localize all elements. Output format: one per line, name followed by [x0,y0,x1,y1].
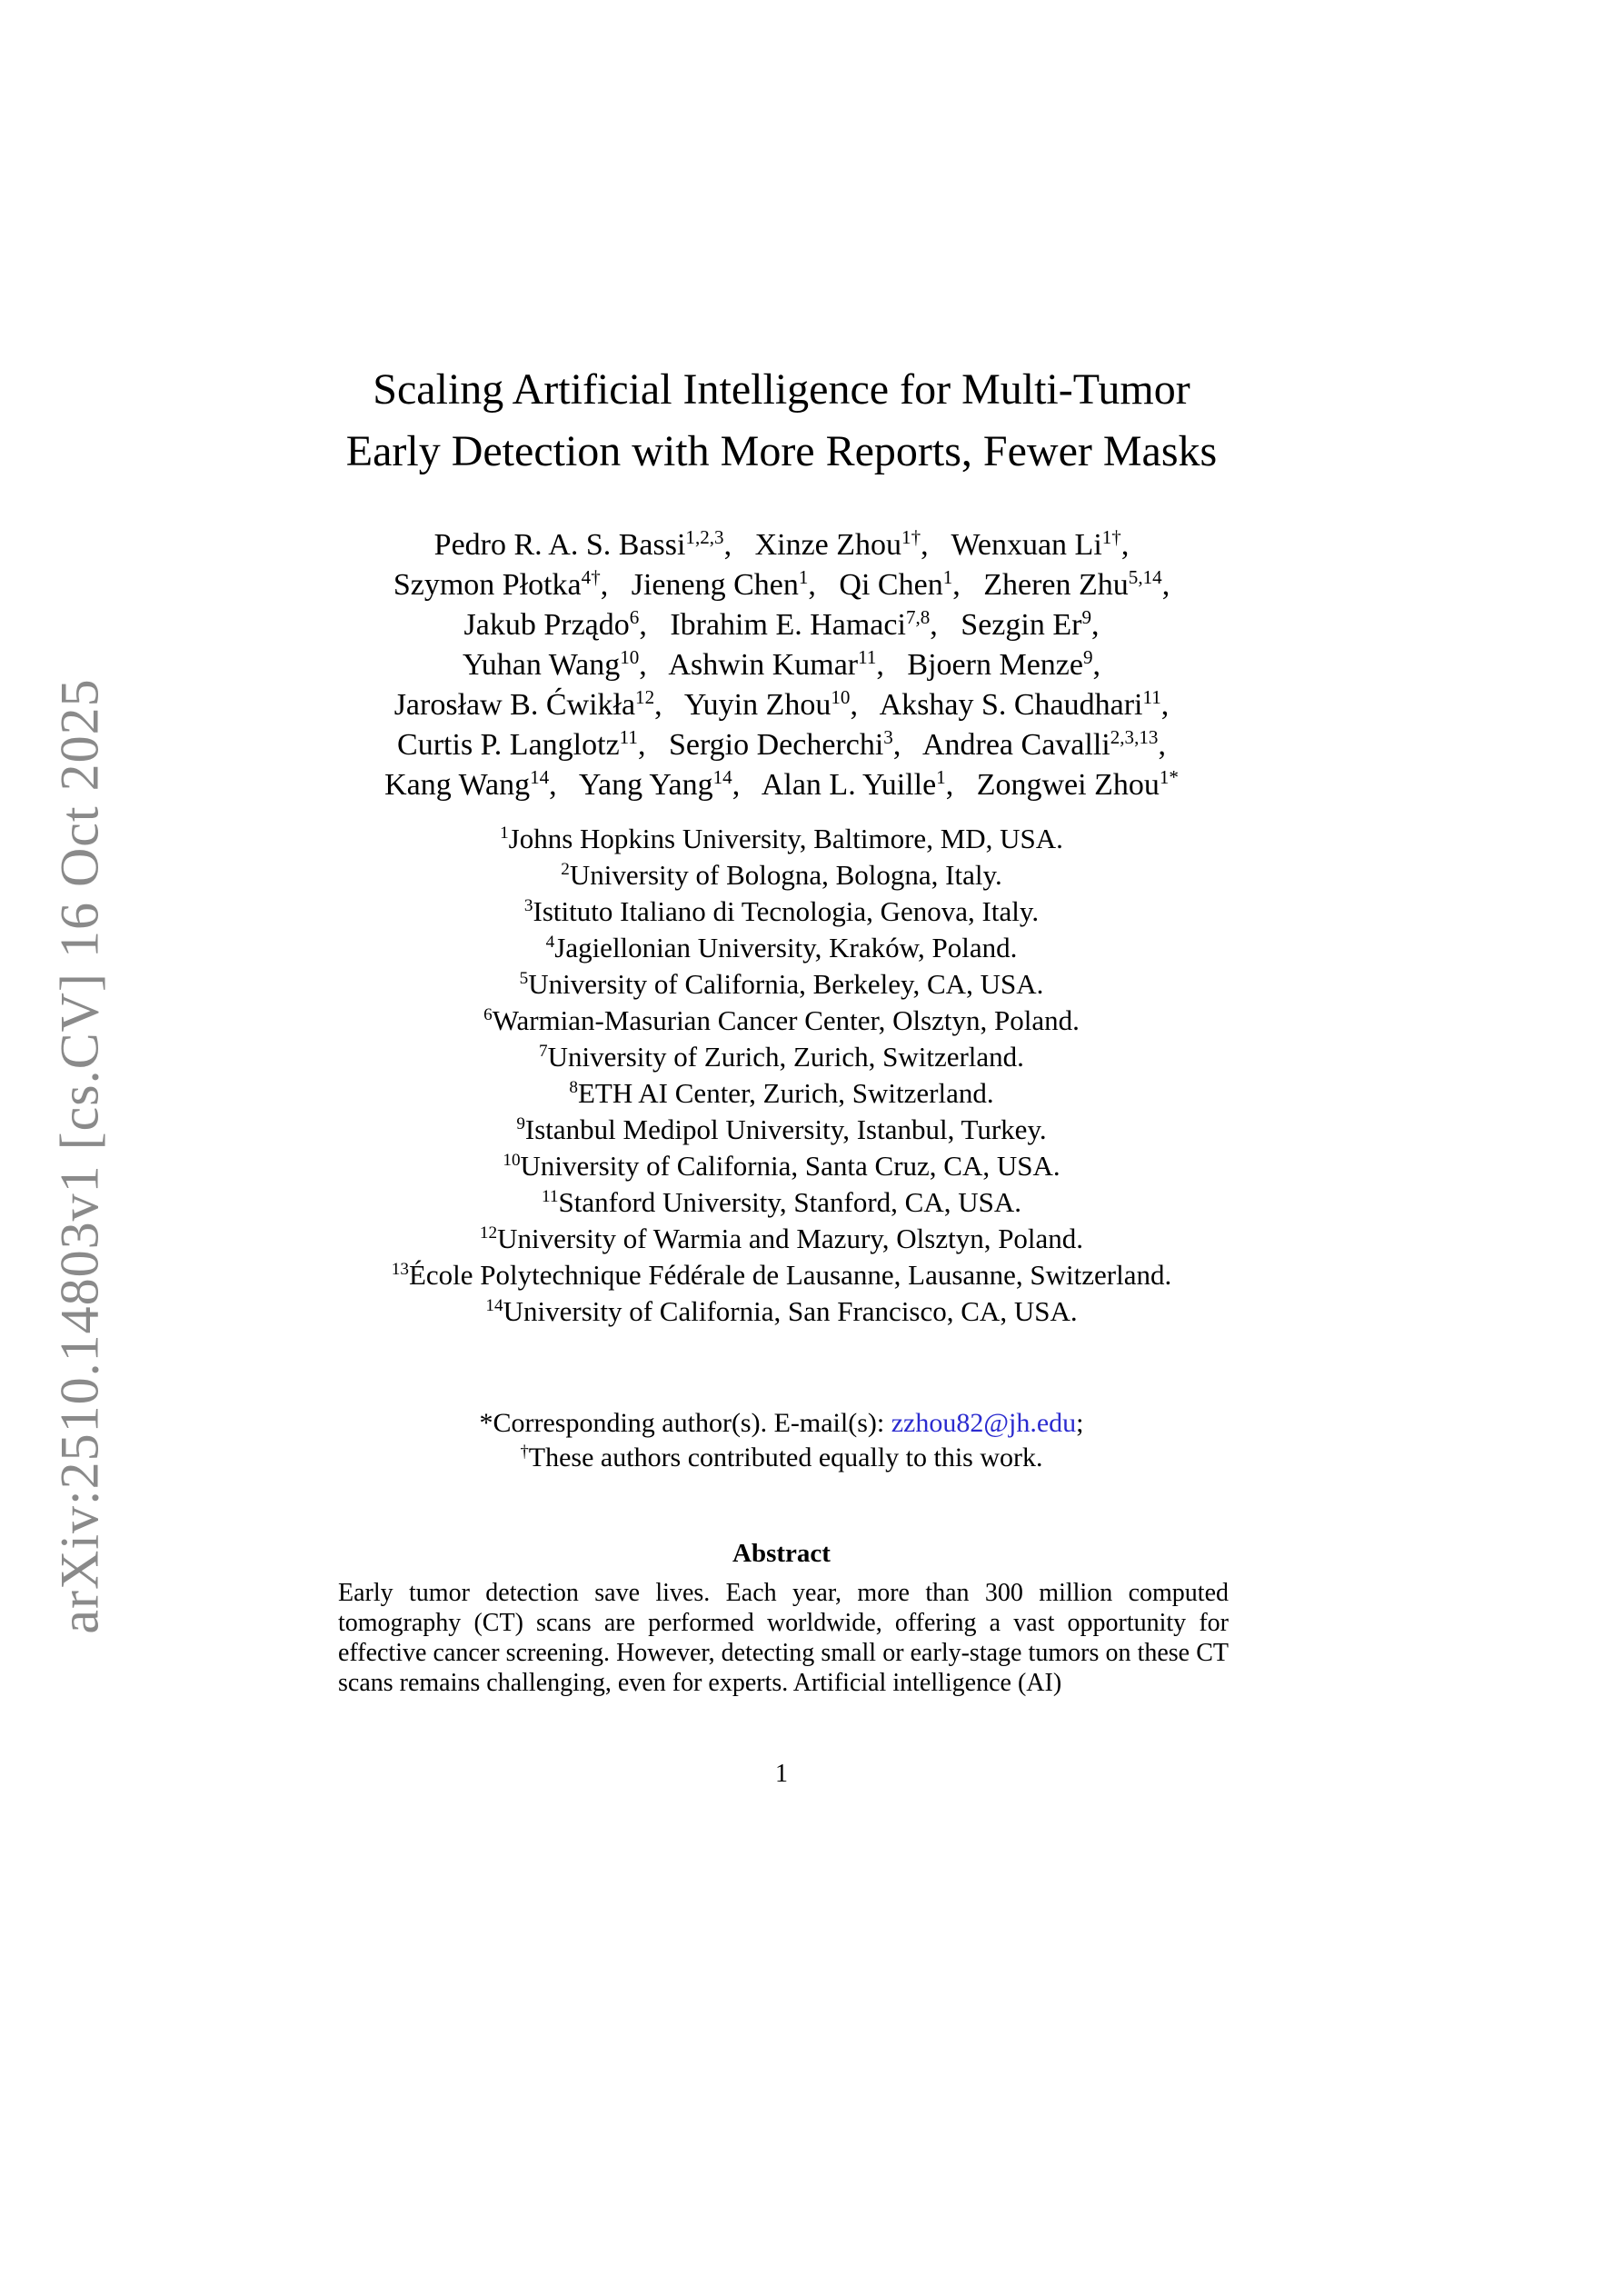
affiliation-text: École Polytechnique Fédérale de Lausanne, Lausanne, Switzerland. [408,1259,1172,1291]
affiliation-text: Istituto Italiano di Tecnologia, Genova, Italy. [533,895,1040,927]
arxiv-stamp: arXiv:2510.14803v1 [cs.CV] 16 Oct 2025 [49,678,110,1634]
author-name: Sezgin Er [961,608,1082,642]
author-affiliation-superscript: 1 [942,566,953,589]
abstract-text: Early tumor detection save lives. Each year, more than 300 million computed tomography (CT) scans are performed worldwide, offering a vast opportunity for effective cancer screening. However, detecting small or early-stage tumors on these CT scans remains challenging, even for experts. Artificial intelligence (AI) [338,1579,1229,1697]
affiliation-text: Stanford University, Stanford, CA, USA. [558,1186,1021,1218]
author-affiliation-superscript: 9 [1082,646,1093,669]
affiliation-line [282,1148,1281,1184]
author-name: Wenxuan Li [951,528,1102,562]
corresponding-text-after: ; [1076,1408,1084,1438]
author-affiliation-superscript: 5,14 [1128,566,1162,589]
affiliation-superscript: 5 [519,969,529,989]
notes-block [282,1406,1281,1475]
author-name: Andrea Cavalli [921,728,1110,762]
author-name: Ashwin Kumar [668,648,859,682]
author-affiliation-superscript: 10 [620,646,640,669]
author-line: Yuhan Wang$^{10}$, Ashwin Kumar$^{11}$, Bjoern Menze$^9$, [462,646,1101,682]
affiliation-line [282,821,1281,857]
abstract-heading: Abstract [732,1539,831,1568]
author-name: Szymon Płotka [393,568,582,602]
affiliation-line [282,1075,1281,1112]
affiliation-superscript: 4 [545,933,555,953]
affiliation-superscript: 12 [479,1223,498,1243]
affiliation-superscript: 10 [503,1151,521,1171]
author-line: Pedro R. A. S. Bassi$^{1,2,3}$, Xinze Zhou$^{1\dagger}$, Wenxuan $Li^{1\dagger}$, [433,526,1130,562]
author-name: Yuyin Zhou [683,688,831,722]
author-line: Jarosław B. Ćwikła$^{12}$, Yuyin Zhou$^{10}$, Akshay S. Chaudhari$^{11}$, [393,686,1170,722]
author-name: Qi Chen [839,568,943,602]
affiliation-superscript: 8 [569,1078,578,1098]
affiliation-text: University of Bologna, Bologna, Italy. [569,859,1002,891]
author-name: Bjoern Menze [907,648,1083,682]
author-affiliation-superscript: 9 [1081,606,1091,629]
affiliation-superscript: 3 [523,896,533,916]
author-affiliation-superscript: 2,3,13 [1110,726,1159,749]
equal-contribution-marker: † [520,1442,529,1462]
author-name: Curtis P. Langlotz [397,728,620,762]
author-name: Yuhan Wang [462,648,621,682]
affiliation-line [282,930,1281,966]
author-name: Kang Wang [384,768,531,802]
affiliation-text: Warmian-Masurian Cancer Center, Olsztyn, Poland. [492,1004,1080,1036]
affiliation-text: Jagiellonian University, Kraków, Poland. [554,932,1018,963]
email-link[interactable]: zzhou82@jh.edu [891,1408,1077,1438]
authors-block [282,525,1281,805]
author-affiliation-superscript: 1† [1101,526,1121,549]
author-affiliation-superscript: 14 [530,766,550,789]
affiliation-superscript: 2 [561,860,570,880]
author-name: Zongwei Zhou [976,768,1160,802]
author-name: Zheren Zhu [983,568,1129,602]
author-name: Xinze Zhou [754,528,902,562]
author-line: Jakub Prządo$^6$, Ibrahim E. Hamaci$^{7,8}$, Sezgin Er$^9$, [463,606,1100,642]
author-affiliation-superscript: 10 [831,686,851,709]
author-name: Jakub Prządo [463,608,630,642]
affiliation-superscript: 9 [516,1114,525,1134]
title-line-1: Scaling Artificial Intelligence for Multi-Tumor [373,365,1190,414]
affiliation-line [282,1003,1281,1039]
affiliation-superscript: 11 [542,1187,559,1207]
author-affiliation-superscript: 1 [798,566,809,589]
affiliation-line [282,1184,1281,1221]
author-affiliation-superscript: 11 [1142,686,1161,709]
affiliation-text: Johns Hopkins University, Baltimore, MD, USA. [508,823,1063,854]
affiliation-line [282,1039,1281,1075]
author-affiliation-superscript: 6 [629,606,640,629]
corresponding-note [282,1406,1281,1441]
affiliation-line [282,1112,1281,1148]
author-line: Kang Wang$^{14}$, Yang Yang$^{14}$, Alan L. Yuille$^1$, Zongwei Zhou$^{1*}$ [384,766,1179,802]
corresponding-marker: * [479,1408,493,1438]
affiliation-text: University of Zurich, Zurich, Switzerland. [547,1041,1024,1073]
author-affiliation-superscript: 3 [883,726,893,749]
affiliation-line [282,1221,1281,1257]
author-name: Sergio Decherchi [668,728,884,762]
author-name: Pedro R. A. S. Bassi [433,528,686,562]
author-affiliation-superscript: 1† [901,526,921,549]
author-name: Yang Yang [578,768,713,802]
author-affiliation-superscript: 1* [1159,766,1179,789]
author-affiliation-superscript: 7,8 [905,606,931,629]
author-affiliation-superscript: 11 [858,646,877,669]
affiliation-superscript: 1 [500,824,509,844]
affiliation-superscript: 7 [539,1042,548,1062]
equal-contribution-note [282,1441,1281,1475]
affiliation-line [282,857,1281,893]
author-affiliation-superscript: 1,2,3 [685,526,724,549]
author-affiliation-superscript: 14 [712,766,732,789]
affiliation-superscript: 14 [485,1296,503,1316]
affiliations-block [282,821,1281,1330]
title-line-2: Early Detection with More Reports, Fewer Masks [345,427,1218,475]
affiliation-text: University of California, Berkeley, CA, USA. [528,968,1044,1000]
affiliation-superscript: 13 [391,1260,409,1280]
affiliation-line [282,1257,1281,1293]
author-name: Jarosław B. Ćwikła [393,688,636,722]
paper-title [282,359,1281,483]
author-affiliation-superscript: 12 [635,686,655,709]
affiliation-text: University of California, San Francisco, CA, USA. [503,1295,1078,1327]
author-affiliation-superscript: 11 [619,726,638,749]
author-line: Curtis P. Langlotz$^{11}$, Sergio Decherchi$^3$, Andrea Cavalli$^{2,3,13}$, [397,726,1166,762]
affiliation-superscript: 6 [483,1005,493,1025]
author-name: Alan L. Yuille [761,768,937,802]
corresponding-text: Corresponding author(s). E-mail(s): [493,1408,891,1438]
author-line: Szymon Płotka$^{4\dagger}$, Jieneng Chen$^1$, Qi Chen$^1$, Zheren Zhu$^{5,14}$, [393,566,1170,602]
author-name: Ibrahim E. Hamaci [670,608,906,642]
affiliation-text: ETH AI Center, Zurich, Switzerland. [578,1077,994,1109]
page-number: 1 [775,1760,788,1788]
affiliation-text: University of California, Santa Cruz, CA, USA. [520,1150,1060,1182]
affiliation-line [282,1293,1281,1330]
affiliation-line [282,893,1281,930]
equal-contribution-text: These authors contributed equally to this work. [528,1442,1043,1472]
affiliation-text: Istanbul Medipol University, Istanbul, Turkey. [524,1113,1047,1145]
author-name: Akshay S. Chaudhari [879,688,1143,722]
affiliation-text: University of Warmia and Mazury, Olsztyn, Poland. [497,1223,1084,1254]
affiliation-line [282,966,1281,1003]
author-affiliation-superscript: 1 [936,766,946,789]
author-affiliation-superscript: 4† [581,566,601,589]
author-name: Jieneng Chen [631,568,799,602]
